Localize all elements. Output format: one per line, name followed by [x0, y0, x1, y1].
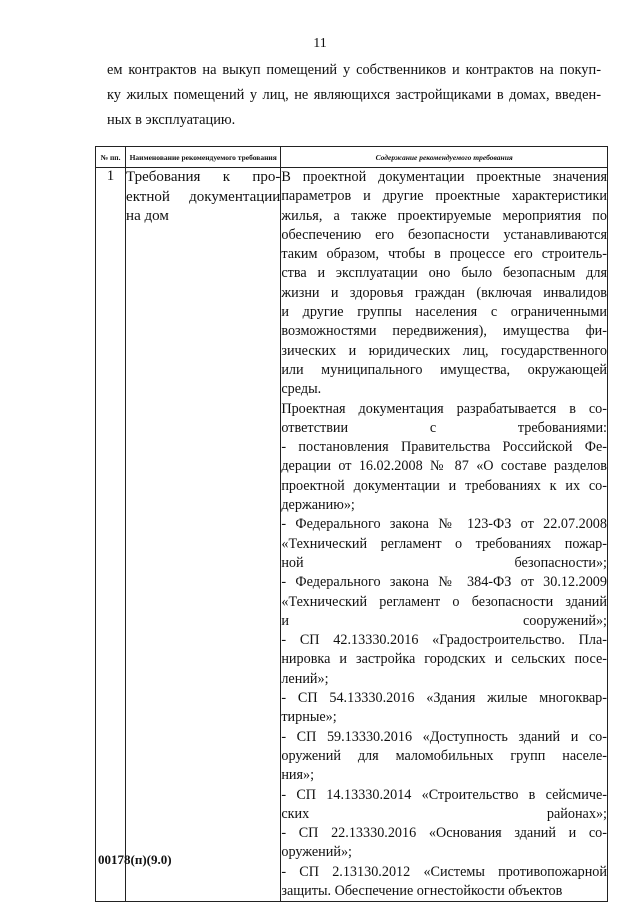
content-line: параметров и другие проектные характеристики: [281, 188, 607, 205]
content-line: - Федерального закона № 123-ФЗ от 22.07.2008: [281, 516, 607, 533]
name-line: Требования к про-: [126, 169, 281, 185]
content-line: нировка и застройка городских и сельских посе-: [281, 651, 607, 668]
content-line: и сооружений»;: [281, 612, 607, 629]
content-line: - СП 22.13330.2016 «Основания зданий и со-: [281, 825, 607, 842]
content-line: жилья, а также проектируемые мероприятия по: [281, 207, 607, 224]
page-number: 11: [313, 36, 327, 51]
table-row: [96, 168, 608, 902]
content-line: - СП 59.13330.2016 «Доступность зданий и со-: [281, 728, 607, 745]
content-line: зических и юридических лиц, государственного: [281, 342, 607, 359]
name-line: на дом: [126, 208, 169, 224]
intro-line: ку жилых помещений у лиц, не являющихся застройщиками в домах, введен-: [107, 87, 601, 103]
content-line: «Технический регламент о требованиях пожар-: [281, 535, 607, 552]
document-code: 00178(п)(9.0): [98, 852, 172, 867]
intro-line: ных в эксплуатацию.: [107, 112, 236, 128]
content-line: защиты. Обеспечение огнестойкости объектов: [281, 882, 563, 899]
content-line: ских районах»;: [281, 805, 607, 822]
header-requirement: Содержание рекомендуемого требования: [281, 147, 608, 168]
content-line: лений»;: [281, 670, 329, 687]
content-line: оружений»;: [281, 844, 352, 861]
content-line: или муниципального имущества, окружающей: [281, 361, 607, 378]
row-name: [126, 168, 281, 902]
name-line: ектной документации: [126, 188, 281, 205]
content-line: среды.: [281, 381, 322, 398]
content-line: ответствии с требованиями:: [281, 419, 607, 436]
content-line: возможностями передвижения), имущества фи-: [281, 323, 607, 340]
content-line: - СП 14.13330.2014 «Строительство в сейсмиче-: [281, 786, 607, 803]
content-line: Проектная документация разрабатывается в со-: [281, 400, 607, 417]
content-line: держанию»;: [281, 497, 355, 514]
content-line: В проектной документации проектные значения: [281, 169, 607, 185]
content-line: дерации от 16.02.2008 № 87 «О составе разделов: [281, 458, 607, 475]
content-line: - СП 2.13130.2012 «Системы противопожарной: [281, 863, 607, 880]
intro-paragraph: [107, 58, 601, 133]
content-line: ной безопасности»;: [281, 554, 607, 571]
content-line: проектной документации и требованиях к их со-: [281, 477, 607, 494]
content-line: ния»;: [281, 767, 315, 784]
content-line: ства и эксплуатации оно было безопасным для: [281, 265, 607, 282]
content-line: тирные»;: [281, 709, 337, 726]
row-content: [281, 168, 608, 902]
content-line: жизни и здоровья граждан (включая инвалидов: [281, 284, 607, 301]
header-num: № пп.: [96, 147, 126, 168]
content-line: - СП 54.13330.2016 «Здания жилые многоквар-: [281, 690, 607, 707]
header-name: Наименование рекомендуемого требования: [126, 147, 281, 168]
content-line: таким образом, чтобы в процессе его строитель-: [281, 246, 607, 263]
intro-line: ем контрактов на выкуп помещений у собственников и контрактов на покуп-: [107, 62, 601, 78]
content-line: - СП 42.13330.2016 «Градостроительство. Пла-: [281, 632, 607, 649]
row-number: 1: [96, 168, 126, 902]
content-line: - Федерального закона № 384-ФЗ от 30.12.2009: [281, 574, 607, 591]
content-line: оружений для маломобильных групп населе-: [281, 747, 607, 764]
content-line: «Технический регламент о безопасности зданий: [281, 593, 607, 610]
content-line: и другие группы населения с ограниченными: [281, 304, 607, 321]
content-line: обеспечению его безопасности устанавливаются: [281, 226, 607, 243]
content-line: - постановления Правительства Российской Фе-: [281, 439, 607, 456]
requirements-table: [95, 146, 608, 902]
table-header-row: [96, 147, 608, 168]
